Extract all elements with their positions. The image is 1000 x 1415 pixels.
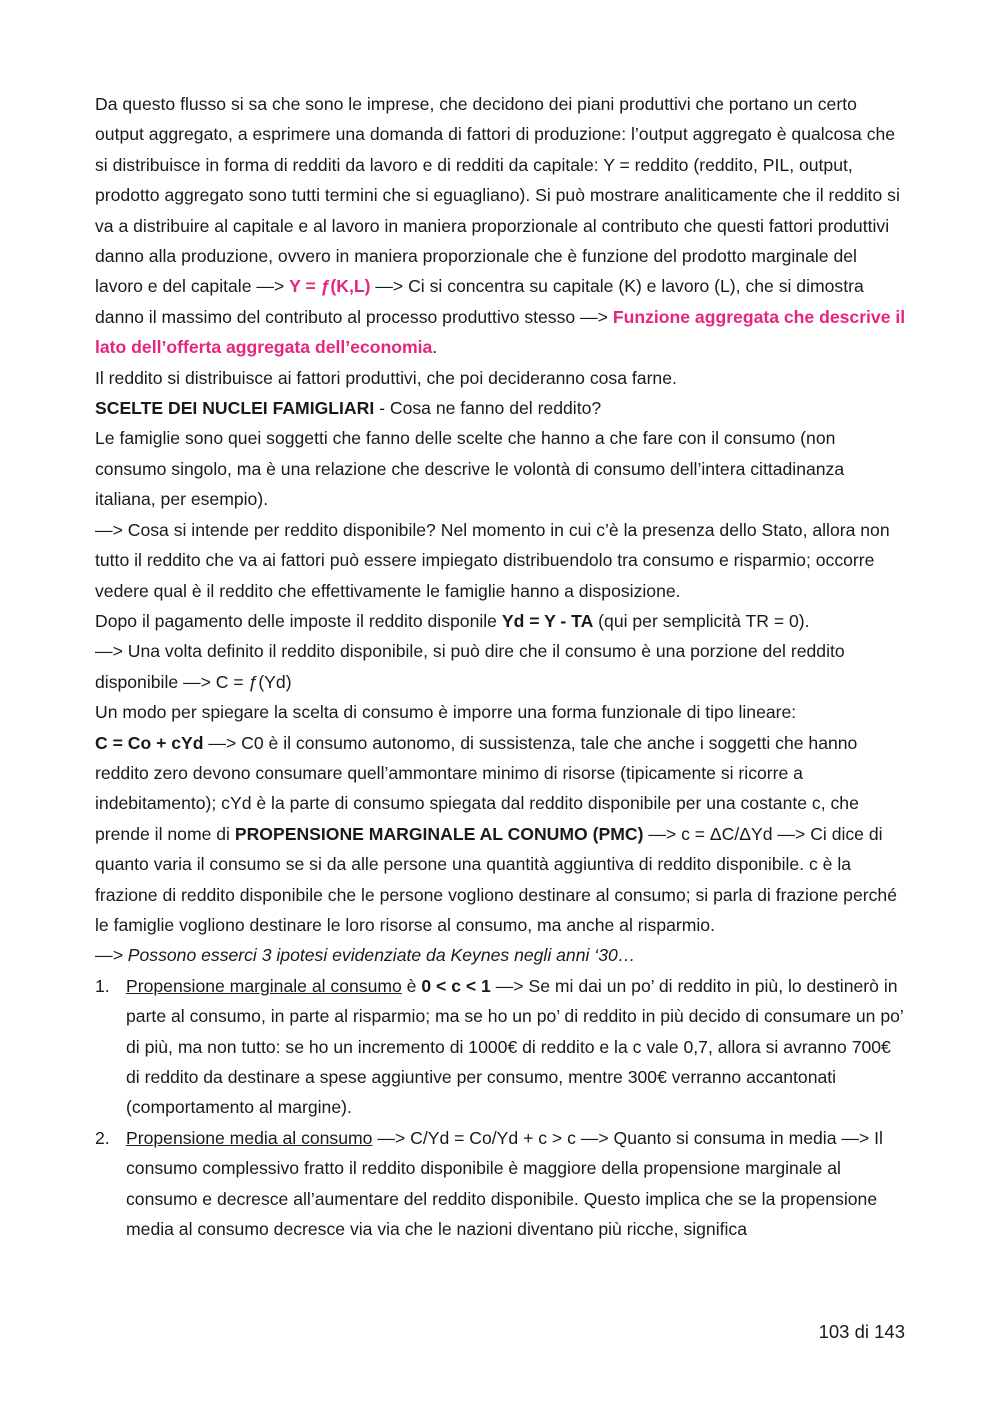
list-item-title: Propensione marginale al consumo [126, 975, 402, 996]
list-item [95, 971, 907, 1123]
page-number: 103 di 143 [818, 1321, 905, 1342]
hypotheses-list [95, 971, 907, 1245]
disposable-income-formula: Yd = Y - TA [501, 610, 594, 631]
section-heading-households [95, 393, 907, 423]
list-number: 1. [95, 975, 110, 996]
heading-label: SCELTE DEI NUCLEI FAMIGLIARI [95, 398, 375, 419]
pmc-term: PROPENSIONE MARGINALE AL CONUMO (PMC) [234, 823, 644, 844]
paragraph-production-function [95, 89, 907, 363]
list-item-text: —> C/Yd = Co/Yd + c > c —> Quanto si consuma in media —> Il consumo complessivo fratto il reddito disponibile è maggiore della propensione marginale al consumo e decresce all’aumentare del reddito disponibile. Questo implica che se la propensione media al consumo decresce via via che le nazioni diventano più ricche, significa [126, 1127, 883, 1240]
paragraph-taxes [95, 606, 907, 636]
consumption-formula: C = Co + cYd [95, 732, 204, 753]
paragraph-text: Da questo flusso si sa che sono le imprese, che decidono dei piani produttivi che portano un certo output aggregato, a esprimere una domanda di fattori di produzione: l’output aggregato è qualcosa che si distribuisce in forma di redditi da lavoro e di redditi da capitale: Y = reddito (reddito, PIL, output, prodotto aggregato sono tutti termini che si eguagliano). Si può mostrare analiticamente che il reddito si va a distribuire al capitale e al lavoro in maniera proporzionale al contributo che questi fattori produttivi danno alla produzione, ovvero in maniera proporzionale che è funzione del prodotto marginale del lavoro e del capitale —> [95, 94, 900, 297]
paragraph-disposable-income: —> Cosa si intende per reddito disponibile? Nel momento in cui c’è la presenza dello Stato, allora non tutto il reddito che va ai fattori può essere impiegato distribuendolo tra consumo e risparmio; occorre vedere qual è il reddito che effettivamente le famiglie hanno a disposizione. [95, 519, 890, 601]
list-number: 2. [95, 1127, 110, 1148]
heading-subtitle: - Cosa ne fanno del reddito? [374, 398, 602, 419]
paragraph-linear-form: Un modo per spiegare la scelta di consumo è imporre una forma funzionale di tipo lineare: [95, 702, 797, 723]
pmc-range-formula: 0 < c < 1 [421, 975, 491, 996]
paragraph-text: —> C0 è il consumo autonomo, di sussistenza, tale che anche i soggetti che hanno reddito zero devono consumare quell’ammontare minimo di risorse (tipicamente si ricorre a indebitamento); cYd è la parte di consumo spiegata dal reddito disponibile per una costante c, che prende il nome di [95, 732, 859, 844]
keynes-note: —> Possono esserci 3 ipotesi evidenziate da Keynes negli anni ‘30… [95, 945, 636, 966]
list-item [95, 1123, 907, 1245]
aggregate-supply-highlight: Funzione aggregata che descrive il lato dell’offerta aggregata dell’economia [95, 306, 906, 358]
paragraph-income-distribution: Il reddito si distribuisce ai fattori produttivi, che poi decideranno cosa farne. [95, 367, 677, 388]
paragraph-text: —> Ci si concentra su capitale (K) e lavoro (L), che si dimostra danno il massimo del contributo al processo produttivo stesso —> [95, 276, 864, 327]
list-item-title: Propensione media al consumo [126, 1127, 373, 1148]
paragraph-consumption-formula [95, 728, 907, 941]
list-item-text: —> Se mi dai un po’ di reddito in più, lo destinerò in parte al consumo, in parte al risparmio; ma se ho un po’ di reddito in più decido di consumare un po’ di più, ma non tutto: se ho un incremento di 1000€ di reddito e la c vale 0,7, allora si avranno 700€ di reddito da destinare a spese aggiuntive per consumo, mentre 300€ verranno accantonati (comportamento al margine). [126, 975, 904, 1118]
list-item-text: è [401, 975, 422, 996]
paragraph-text: —> c = ΔC/ΔYd —> Ci dice di quanto varia il consumo se si da alle persone una quantità aggiuntiva di reddito disponibile. c è la frazione di reddito disponibile che le persone vogliono destinare al consumo; si parla di frazione perché le famiglie vogliono destinare le loro risorse al consumo, ma anche al risparmio. [95, 823, 897, 935]
production-function-formula: Y = ƒ(K,L) [289, 276, 371, 297]
paragraph-consumption-function: —> Una volta definito il reddito disponibile, si può dire che il consumo è una porzione del reddito disponibile —> C = ƒ(Yd) [95, 641, 845, 692]
paragraph-text: . [432, 337, 438, 358]
paragraph-text: (qui per semplicità TR = 0). [593, 610, 810, 631]
paragraph-text: Dopo il pagamento delle imposte il reddito disponile [95, 610, 502, 631]
paragraph-keynes-hypotheses [95, 940, 907, 970]
paragraph-families: Le famiglie sono quei soggetti che fanno delle scelte che hanno a che fare con il consumo (non consumo singolo, ma è una relazione che descrive le volontà di consumo dell’intera cittadinanza italiana, per esempio). [95, 428, 845, 510]
page-body [95, 89, 907, 1244]
